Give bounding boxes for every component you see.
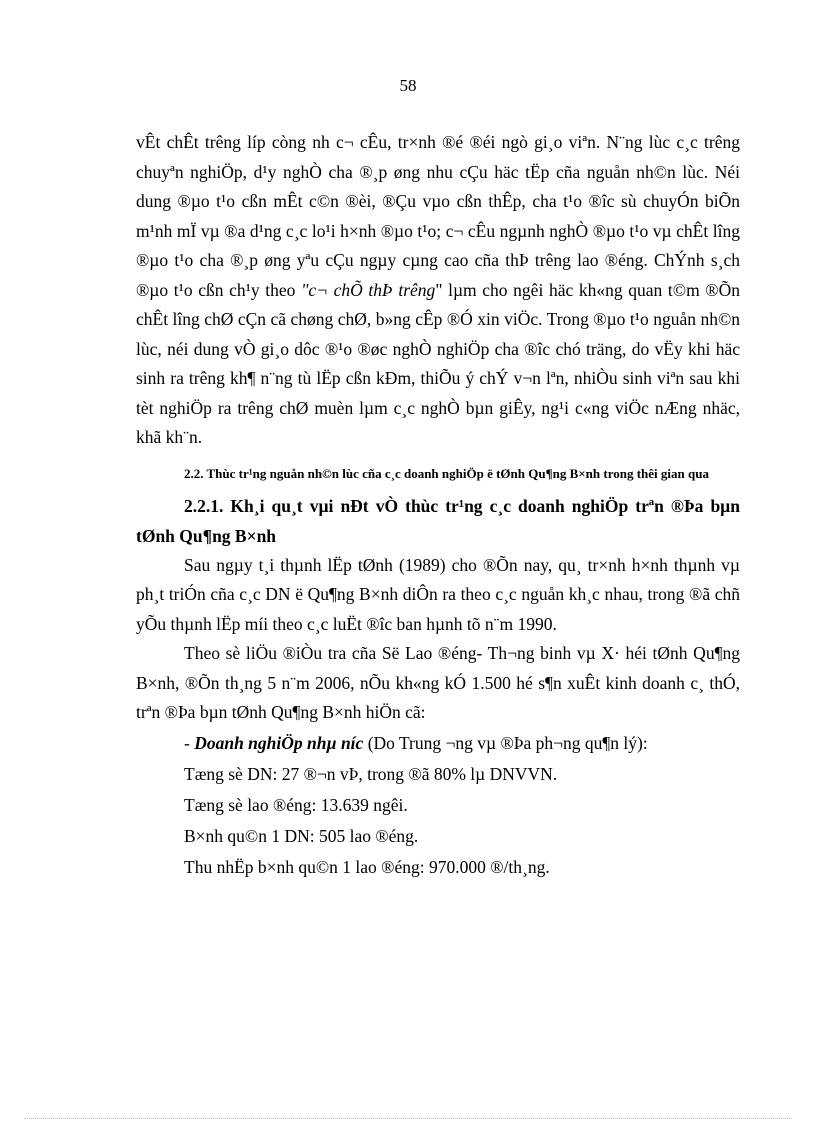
- paragraph-3: Theo sè liÖu ®iÒu tra cña Së Lao ®éng- Th¬ng binh vµ X· héi tØnh Qu¶ng B×nh, ®Õn th¸ng 5 n¨m 2006, nÕu kh«ng kÓ 1.500 hé s¶n xuÊt kinh doanh c¸ thÓ, trªn ®Þa bµn tØnh Qu¶ng B×nh hiÖn cã:: [136, 643, 740, 722]
- paragraph-1: [136, 128, 740, 453]
- page-number: 58: [399, 76, 417, 95]
- paragraph-1-text-after: " lµm cho ngêi häc kh«ng quan t©m ®Õn chÊt lîng chØ cÇn cã chøng chØ, b»ng cÊp ®Ó xin viÖc. Trong ®µo t¹o nguån nh©n lùc, néi dung vÒ gi¸o dôc ®¹o ®øc nghÒ nghiÖp cha ®îc chó träng, do vËy khi häc sinh ra trêng kh¶ n¨ng tù lËp cßn kÐm, thiÕu ý chÝ v¬n lªn, nhiÒu sinh viªn sau khi tèt nghiÖp ra trêng chØ muèn lµm c¸c nghÒ bµn giÊy, ng¹i c«ng viÖc nÆng nhäc, khã kh¨n.: [136, 279, 740, 447]
- paragraph-1-text: vÊt chÊt trêng líp còng nh c¬ cÊu, tr×nh ®é ®éi ngò gi¸o viªn. N¨ng lùc c¸c trêng chuyªn nghiÖp, d¹y nghÒ cha ®¸p øng nhu cÇu häc tËp cña nguån nh©n lùc. Néi dung ®µo t¹o cßn mÊt c©n ®èi, ®Çu vµo cßn thÊp, cha t¹o ®îc sù chuyÓn biÕn m¹nh mÏ vµ ®a d¹ng c¸c lo¹i h×nh ®µo t¹o; c¬ cÊu ngµnh nghÒ ®µo t¹o vµ chÊt lîng ®µo t¹o cha ®¸p øng yªu cÇu ngµy cµng cao cña thÞ trêng lao ®éng. ChÝnh s¸ch ®µo t¹o cßn ch¹y theo: [136, 132, 740, 300]
- paragraph-2: Sau ngµy t¸i thµnh lËp tØnh (1989) cho ®Õn nay, qu¸ tr×nh h×nh thµnh vµ ph¸t triÓn cña c¸c DN ë Qu¶ng B×nh diÔn ra theo c¸c nguån kh¸c nhau, trong ®ã chñ yÕu thµnh lËp míi theo c¸c luËt ®îc ban hµnh tõ n¨m 1990.: [136, 554, 740, 634]
- footer-divider: [24, 1118, 792, 1119]
- paragraph-1-italic: "c¬ chÕ thÞ trêng: [301, 279, 436, 300]
- page-content: [136, 128, 740, 883]
- bullet-label: Doanh nghiÖp nhµ níc: [194, 732, 364, 753]
- bullet-prefix: -: [184, 732, 195, 753]
- bullet-rest: (Do Trung ¬ng vµ ®Þa ph¬ng qu¶n lý):: [363, 732, 648, 753]
- stat-total-enterprises: Tæng sè DN: 27 ®¬n vÞ, trong ®ã 80% lµ DNVVN.: [184, 763, 558, 784]
- section-heading: 2.2.1. Kh¸i qu¸t vµi nÐt vÒ thùc tr¹ng c¸c doanh nghiÖp trªn ®Þa bµn tØnh Qu¶ng B×nh: [136, 495, 740, 546]
- bullet-state-enterprises: [136, 728, 740, 759]
- subsection-title: 2.2. Thùc tr¹ng nguån nh©n lùc cña c¸c doanh nghiÖp ë tØnh Qu¶ng B×nh trong thêi gian qua: [184, 465, 709, 481]
- stat-average-workers: B×nh qu©n 1 DN: 505 lao ®éng.: [184, 825, 419, 846]
- stat-average-income: Thu nhËp b×nh qu©n 1 lao ®éng: 970.000 ®/th¸ng.: [184, 856, 550, 877]
- stat-total-workers: Tæng sè lao ®éng: 13.639 ngêi.: [184, 794, 408, 815]
